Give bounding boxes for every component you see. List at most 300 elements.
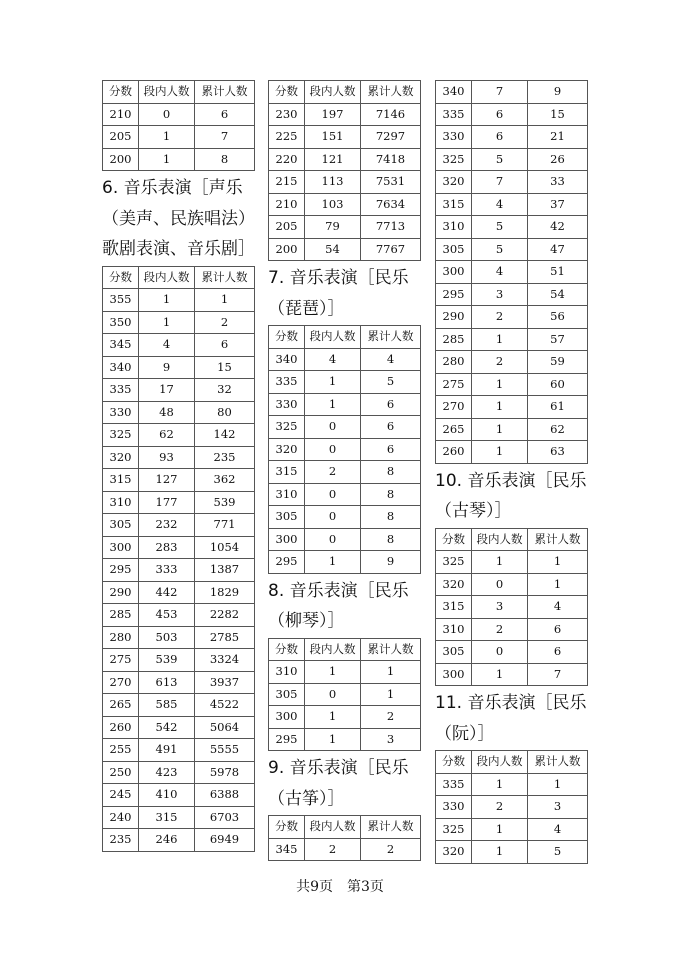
cumulative-count-cell: 6 — [361, 393, 421, 416]
score-cell: 305 — [269, 683, 305, 706]
section-heading-line: 6. 音乐表演［声乐 — [102, 178, 243, 198]
segment-count-cell: 1 — [305, 551, 361, 574]
table-row — [269, 706, 421, 729]
score-cell: 335 — [103, 379, 139, 402]
cumulative-count-cell: 3 — [361, 728, 421, 751]
column-header: 分数 — [269, 816, 305, 839]
cumulative-count-cell: 6703 — [195, 806, 255, 829]
cumulative-count-cell: 771 — [195, 514, 255, 537]
table-header-row — [436, 751, 588, 774]
table-row — [103, 379, 255, 402]
score-cell: 330 — [269, 393, 305, 416]
segment-count-cell: 1 — [305, 393, 361, 416]
cumulative-count-cell: 32 — [195, 379, 255, 402]
score-cell: 280 — [436, 351, 472, 374]
segment-count-cell: 1 — [472, 441, 528, 464]
table-row — [436, 641, 588, 664]
segment-count-cell: 1 — [472, 396, 528, 419]
segment-count-cell: 197 — [305, 103, 361, 126]
cumulative-count-cell: 4 — [528, 596, 588, 619]
table-row — [436, 551, 588, 574]
cumulative-count-cell: 2785 — [195, 626, 255, 649]
cumulative-count-cell: 9 — [528, 81, 588, 104]
cumulative-count-cell: 3 — [528, 796, 588, 819]
cumulative-count-cell: 7531 — [361, 171, 421, 194]
segment-count-cell: 0 — [305, 416, 361, 439]
cumulative-count-cell: 2 — [361, 706, 421, 729]
segment-count-cell: 2 — [305, 838, 361, 861]
segment-count-cell: 1 — [139, 148, 195, 171]
score-cell: 200 — [103, 148, 139, 171]
table-row — [103, 401, 255, 424]
score-cell: 310 — [269, 661, 305, 684]
score-table — [435, 750, 588, 864]
segment-count-cell: 232 — [139, 514, 195, 537]
table-row — [436, 306, 588, 329]
column-header: 累计人数 — [528, 751, 588, 774]
cumulative-count-cell: 6 — [528, 618, 588, 641]
table-row — [436, 418, 588, 441]
column-header: 段内人数 — [305, 638, 361, 661]
table-row — [436, 441, 588, 464]
segment-count-cell: 62 — [139, 424, 195, 447]
score-cell: 320 — [103, 446, 139, 469]
cumulative-count-cell: 7634 — [361, 193, 421, 216]
score-cell: 300 — [103, 536, 139, 559]
score-cell: 230 — [269, 103, 305, 126]
segment-count-cell: 4 — [305, 348, 361, 371]
score-cell: 270 — [103, 671, 139, 694]
section-heading-line: 8. 音乐表演［民乐 — [268, 580, 409, 601]
score-cell: 210 — [269, 193, 305, 216]
table-row — [269, 728, 421, 751]
cumulative-count-cell: 7297 — [361, 126, 421, 149]
score-cell: 335 — [269, 371, 305, 394]
cumulative-count-cell: 26 — [528, 148, 588, 171]
column-header: 分数 — [269, 638, 305, 661]
cumulative-count-cell: 1829 — [195, 581, 255, 604]
cumulative-count-cell: 1 — [528, 551, 588, 574]
score-cell: 320 — [269, 438, 305, 461]
score-table — [102, 266, 255, 852]
segment-count-cell: 333 — [139, 559, 195, 582]
table-row — [436, 396, 588, 419]
segment-count-cell: 4 — [472, 193, 528, 216]
segment-count-cell: 1 — [305, 371, 361, 394]
cumulative-count-cell: 54 — [528, 283, 588, 306]
table-header-row — [269, 81, 421, 104]
section-heading-line: （古筝）］ — [268, 788, 345, 809]
cumulative-count-cell: 7767 — [361, 238, 421, 261]
score-cell: 205 — [269, 216, 305, 239]
score-cell: 295 — [103, 559, 139, 582]
table-row — [103, 761, 255, 784]
cumulative-count-cell: 33 — [528, 171, 588, 194]
section-heading — [268, 576, 420, 637]
segment-count-cell: 2 — [472, 306, 528, 329]
score-cell: 290 — [436, 306, 472, 329]
cumulative-count-cell: 15 — [195, 356, 255, 379]
cumulative-count-cell: 7713 — [361, 216, 421, 239]
section-heading-line: 10. 音乐表演［民乐 — [435, 470, 587, 491]
segment-count-cell: 246 — [139, 829, 195, 852]
score-cell: 250 — [103, 761, 139, 784]
segment-count-cell: 585 — [139, 694, 195, 717]
segment-count-cell: 2 — [472, 351, 528, 374]
table-row — [269, 193, 421, 216]
segment-count-cell: 7 — [472, 81, 528, 104]
segment-count-cell: 2 — [472, 618, 528, 641]
column-header: 分数 — [269, 81, 305, 104]
column-header: 段内人数 — [472, 751, 528, 774]
cumulative-count-cell: 1054 — [195, 536, 255, 559]
table-row — [436, 193, 588, 216]
score-cell: 325 — [103, 424, 139, 447]
cumulative-count-cell: 6 — [361, 438, 421, 461]
segment-count-cell: 539 — [139, 649, 195, 672]
score-cell: 270 — [436, 396, 472, 419]
cumulative-count-cell: 56 — [528, 306, 588, 329]
score-cell: 320 — [436, 573, 472, 596]
segment-count-cell: 79 — [305, 216, 361, 239]
section-heading — [268, 753, 420, 814]
score-cell: 345 — [103, 334, 139, 357]
score-cell: 315 — [103, 469, 139, 492]
table-row — [103, 784, 255, 807]
score-cell: 295 — [269, 551, 305, 574]
score-cell: 305 — [269, 506, 305, 529]
cumulative-count-cell: 6 — [195, 334, 255, 357]
segment-count-cell: 453 — [139, 604, 195, 627]
score-cell: 245 — [103, 784, 139, 807]
cumulative-count-cell: 1 — [361, 661, 421, 684]
segment-count-cell: 177 — [139, 491, 195, 514]
table-row — [269, 661, 421, 684]
table-row — [103, 491, 255, 514]
table-row — [436, 796, 588, 819]
section-heading-line: （阮）］ — [435, 723, 495, 744]
table-header-row — [103, 81, 255, 104]
table-row — [103, 469, 255, 492]
section-heading — [435, 688, 587, 749]
table-row — [103, 536, 255, 559]
table-row — [103, 694, 255, 717]
column-header: 段内人数 — [305, 326, 361, 349]
score-cell: 315 — [436, 596, 472, 619]
cumulative-count-cell: 5064 — [195, 716, 255, 739]
score-cell: 300 — [436, 261, 472, 284]
cumulative-count-cell: 2282 — [195, 604, 255, 627]
table-row — [103, 103, 255, 126]
cumulative-count-cell: 80 — [195, 401, 255, 424]
cumulative-count-cell: 6388 — [195, 784, 255, 807]
segment-count-cell: 0 — [472, 641, 528, 664]
score-cell: 265 — [103, 694, 139, 717]
table-row — [103, 559, 255, 582]
segment-count-cell: 1 — [472, 773, 528, 796]
score-cell: 330 — [436, 796, 472, 819]
table-row — [103, 649, 255, 672]
segment-count-cell: 315 — [139, 806, 195, 829]
column-header: 累计人数 — [361, 816, 421, 839]
table-row — [436, 126, 588, 149]
table-row — [103, 311, 255, 334]
table-row — [269, 528, 421, 551]
score-table — [102, 80, 255, 171]
segment-count-cell: 5 — [472, 148, 528, 171]
segment-count-cell: 1 — [472, 418, 528, 441]
score-cell: 325 — [269, 416, 305, 439]
score-cell: 340 — [436, 81, 472, 104]
score-cell: 310 — [436, 618, 472, 641]
score-cell: 205 — [103, 126, 139, 149]
segment-count-cell: 1 — [139, 289, 195, 312]
column-header: 累计人数 — [528, 528, 588, 551]
table-row — [103, 424, 255, 447]
cumulative-count-cell: 8 — [361, 461, 421, 484]
table-row — [269, 171, 421, 194]
score-cell: 350 — [103, 311, 139, 334]
table-row — [103, 514, 255, 537]
score-cell: 200 — [269, 238, 305, 261]
cumulative-count-cell: 2 — [195, 311, 255, 334]
column-2 — [268, 80, 420, 861]
score-cell: 290 — [103, 581, 139, 604]
segment-count-cell: 410 — [139, 784, 195, 807]
score-cell: 295 — [436, 283, 472, 306]
score-cell: 225 — [269, 126, 305, 149]
cumulative-count-cell: 1 — [528, 573, 588, 596]
cumulative-count-cell: 8 — [361, 506, 421, 529]
segment-count-cell: 7 — [472, 171, 528, 194]
table-row — [103, 671, 255, 694]
segment-count-cell: 1 — [472, 373, 528, 396]
segment-count-cell: 0 — [305, 528, 361, 551]
cumulative-count-cell: 8 — [361, 483, 421, 506]
cumulative-count-cell: 1387 — [195, 559, 255, 582]
table-header-row — [269, 816, 421, 839]
segment-count-cell: 151 — [305, 126, 361, 149]
score-cell: 235 — [103, 829, 139, 852]
segment-count-cell: 48 — [139, 401, 195, 424]
cumulative-count-cell: 4522 — [195, 694, 255, 717]
score-cell: 330 — [436, 126, 472, 149]
cumulative-count-cell: 7418 — [361, 148, 421, 171]
score-cell: 285 — [436, 328, 472, 351]
segment-count-cell: 121 — [305, 148, 361, 171]
score-table — [435, 528, 588, 687]
table-row — [436, 818, 588, 841]
cumulative-count-cell: 62 — [528, 418, 588, 441]
score-table — [268, 325, 421, 574]
table-row — [269, 483, 421, 506]
table-header-row — [103, 266, 255, 289]
column-header: 累计人数 — [361, 81, 421, 104]
section-heading-line: 歌剧表演、音乐剧］ — [102, 239, 255, 259]
score-cell: 210 — [103, 103, 139, 126]
table-row — [436, 351, 588, 374]
cumulative-count-cell: 5555 — [195, 739, 255, 762]
column-header: 段内人数 — [139, 266, 195, 289]
column-header: 段内人数 — [139, 81, 195, 104]
table-row — [103, 289, 255, 312]
segment-count-cell: 0 — [305, 483, 361, 506]
column-header: 段内人数 — [305, 816, 361, 839]
segment-count-cell: 1 — [305, 728, 361, 751]
segment-count-cell: 0 — [305, 506, 361, 529]
cumulative-count-cell: 6949 — [195, 829, 255, 852]
section-heading — [435, 466, 587, 527]
score-cell: 305 — [436, 238, 472, 261]
cumulative-count-cell: 42 — [528, 216, 588, 239]
score-cell: 275 — [436, 373, 472, 396]
cumulative-count-cell: 21 — [528, 126, 588, 149]
cumulative-count-cell: 5978 — [195, 761, 255, 784]
cumulative-count-cell: 142 — [195, 424, 255, 447]
section-heading-line: 7. 音乐表演［民乐 — [268, 268, 409, 288]
segment-count-cell: 1 — [139, 311, 195, 334]
table-row — [436, 148, 588, 171]
section-heading-line: 11. 音乐表演［民乐 — [435, 693, 587, 713]
column-header: 累计人数 — [195, 81, 255, 104]
cumulative-count-cell: 2 — [361, 838, 421, 861]
table-row — [436, 261, 588, 284]
score-cell: 240 — [103, 806, 139, 829]
cumulative-count-cell: 5 — [528, 841, 588, 864]
score-cell: 310 — [436, 216, 472, 239]
segment-count-cell: 17 — [139, 379, 195, 402]
cumulative-count-cell: 7146 — [361, 103, 421, 126]
cumulative-count-cell: 63 — [528, 441, 588, 464]
cumulative-count-cell: 9 — [361, 551, 421, 574]
column-header: 段内人数 — [472, 528, 528, 551]
table-row — [103, 356, 255, 379]
score-table — [268, 815, 421, 861]
column-header: 累计人数 — [195, 266, 255, 289]
score-cell: 300 — [436, 663, 472, 686]
table-row — [436, 841, 588, 864]
table-row — [103, 126, 255, 149]
segment-count-cell: 491 — [139, 739, 195, 762]
table-row — [103, 604, 255, 627]
segment-count-cell: 283 — [139, 536, 195, 559]
score-cell: 345 — [269, 838, 305, 861]
table-row — [436, 618, 588, 641]
table-row — [436, 81, 588, 104]
segment-count-cell: 6 — [472, 103, 528, 126]
cumulative-count-cell: 6 — [528, 641, 588, 664]
cumulative-count-cell: 5 — [361, 371, 421, 394]
score-cell: 325 — [436, 818, 472, 841]
section-heading — [268, 263, 420, 324]
table-row — [436, 238, 588, 261]
score-cell: 335 — [436, 103, 472, 126]
table-header-row — [436, 528, 588, 551]
table-row — [103, 806, 255, 829]
table-row — [269, 683, 421, 706]
segment-count-cell: 93 — [139, 446, 195, 469]
cumulative-count-cell: 37 — [528, 193, 588, 216]
segment-count-cell: 613 — [139, 671, 195, 694]
score-cell: 320 — [436, 171, 472, 194]
score-cell: 355 — [103, 289, 139, 312]
table-row — [436, 216, 588, 239]
cumulative-count-cell: 539 — [195, 491, 255, 514]
table-row — [436, 283, 588, 306]
score-cell: 340 — [269, 348, 305, 371]
cumulative-count-cell: 6 — [361, 416, 421, 439]
segment-count-cell: 113 — [305, 171, 361, 194]
segment-count-cell: 1 — [305, 706, 361, 729]
score-table — [268, 80, 421, 261]
table-row — [103, 739, 255, 762]
segment-count-cell: 1 — [139, 126, 195, 149]
score-cell: 320 — [436, 841, 472, 864]
cumulative-count-cell: 1 — [195, 289, 255, 312]
score-cell: 295 — [269, 728, 305, 751]
table-row — [269, 506, 421, 529]
segment-count-cell: 0 — [305, 438, 361, 461]
section-heading-line: （柳琴）］ — [268, 611, 345, 631]
table-row — [436, 373, 588, 396]
table-row — [436, 328, 588, 351]
segment-count-cell: 1 — [472, 328, 528, 351]
table-row — [103, 716, 255, 739]
page-footer: 共9页 第3页 — [296, 879, 384, 895]
table-row — [269, 238, 421, 261]
cumulative-count-cell: 8 — [361, 528, 421, 551]
section-heading-line: （美声、民族唱法） — [102, 208, 255, 229]
cumulative-count-cell: 59 — [528, 351, 588, 374]
table-row — [269, 103, 421, 126]
segment-count-cell: 0 — [139, 103, 195, 126]
segment-count-cell: 9 — [139, 356, 195, 379]
score-cell: 300 — [269, 528, 305, 551]
segment-count-cell: 0 — [472, 573, 528, 596]
section-heading-line: 9. 音乐表演［民乐 — [268, 758, 409, 778]
segment-count-cell: 442 — [139, 581, 195, 604]
cumulative-count-cell: 3324 — [195, 649, 255, 672]
segment-count-cell: 423 — [139, 761, 195, 784]
score-cell: 215 — [269, 171, 305, 194]
segment-count-cell: 2 — [472, 796, 528, 819]
segment-count-cell: 5 — [472, 216, 528, 239]
cumulative-count-cell: 6 — [195, 103, 255, 126]
cumulative-count-cell: 15 — [528, 103, 588, 126]
segment-count-cell: 6 — [472, 126, 528, 149]
segment-count-cell: 127 — [139, 469, 195, 492]
cumulative-count-cell: 4 — [528, 818, 588, 841]
column-header: 分数 — [436, 751, 472, 774]
table-row — [436, 663, 588, 686]
cumulative-count-cell: 8 — [195, 148, 255, 171]
score-cell: 315 — [436, 193, 472, 216]
column-header: 累计人数 — [361, 326, 421, 349]
table-row — [269, 148, 421, 171]
table-row — [103, 829, 255, 852]
table-row — [269, 551, 421, 574]
segment-count-cell: 503 — [139, 626, 195, 649]
table-row — [436, 773, 588, 796]
score-cell: 260 — [103, 716, 139, 739]
score-cell: 330 — [103, 401, 139, 424]
segment-count-cell: 5 — [472, 238, 528, 261]
table-row — [269, 461, 421, 484]
cumulative-count-cell: 61 — [528, 396, 588, 419]
table-row — [269, 393, 421, 416]
table-row — [269, 348, 421, 371]
table-row — [269, 838, 421, 861]
